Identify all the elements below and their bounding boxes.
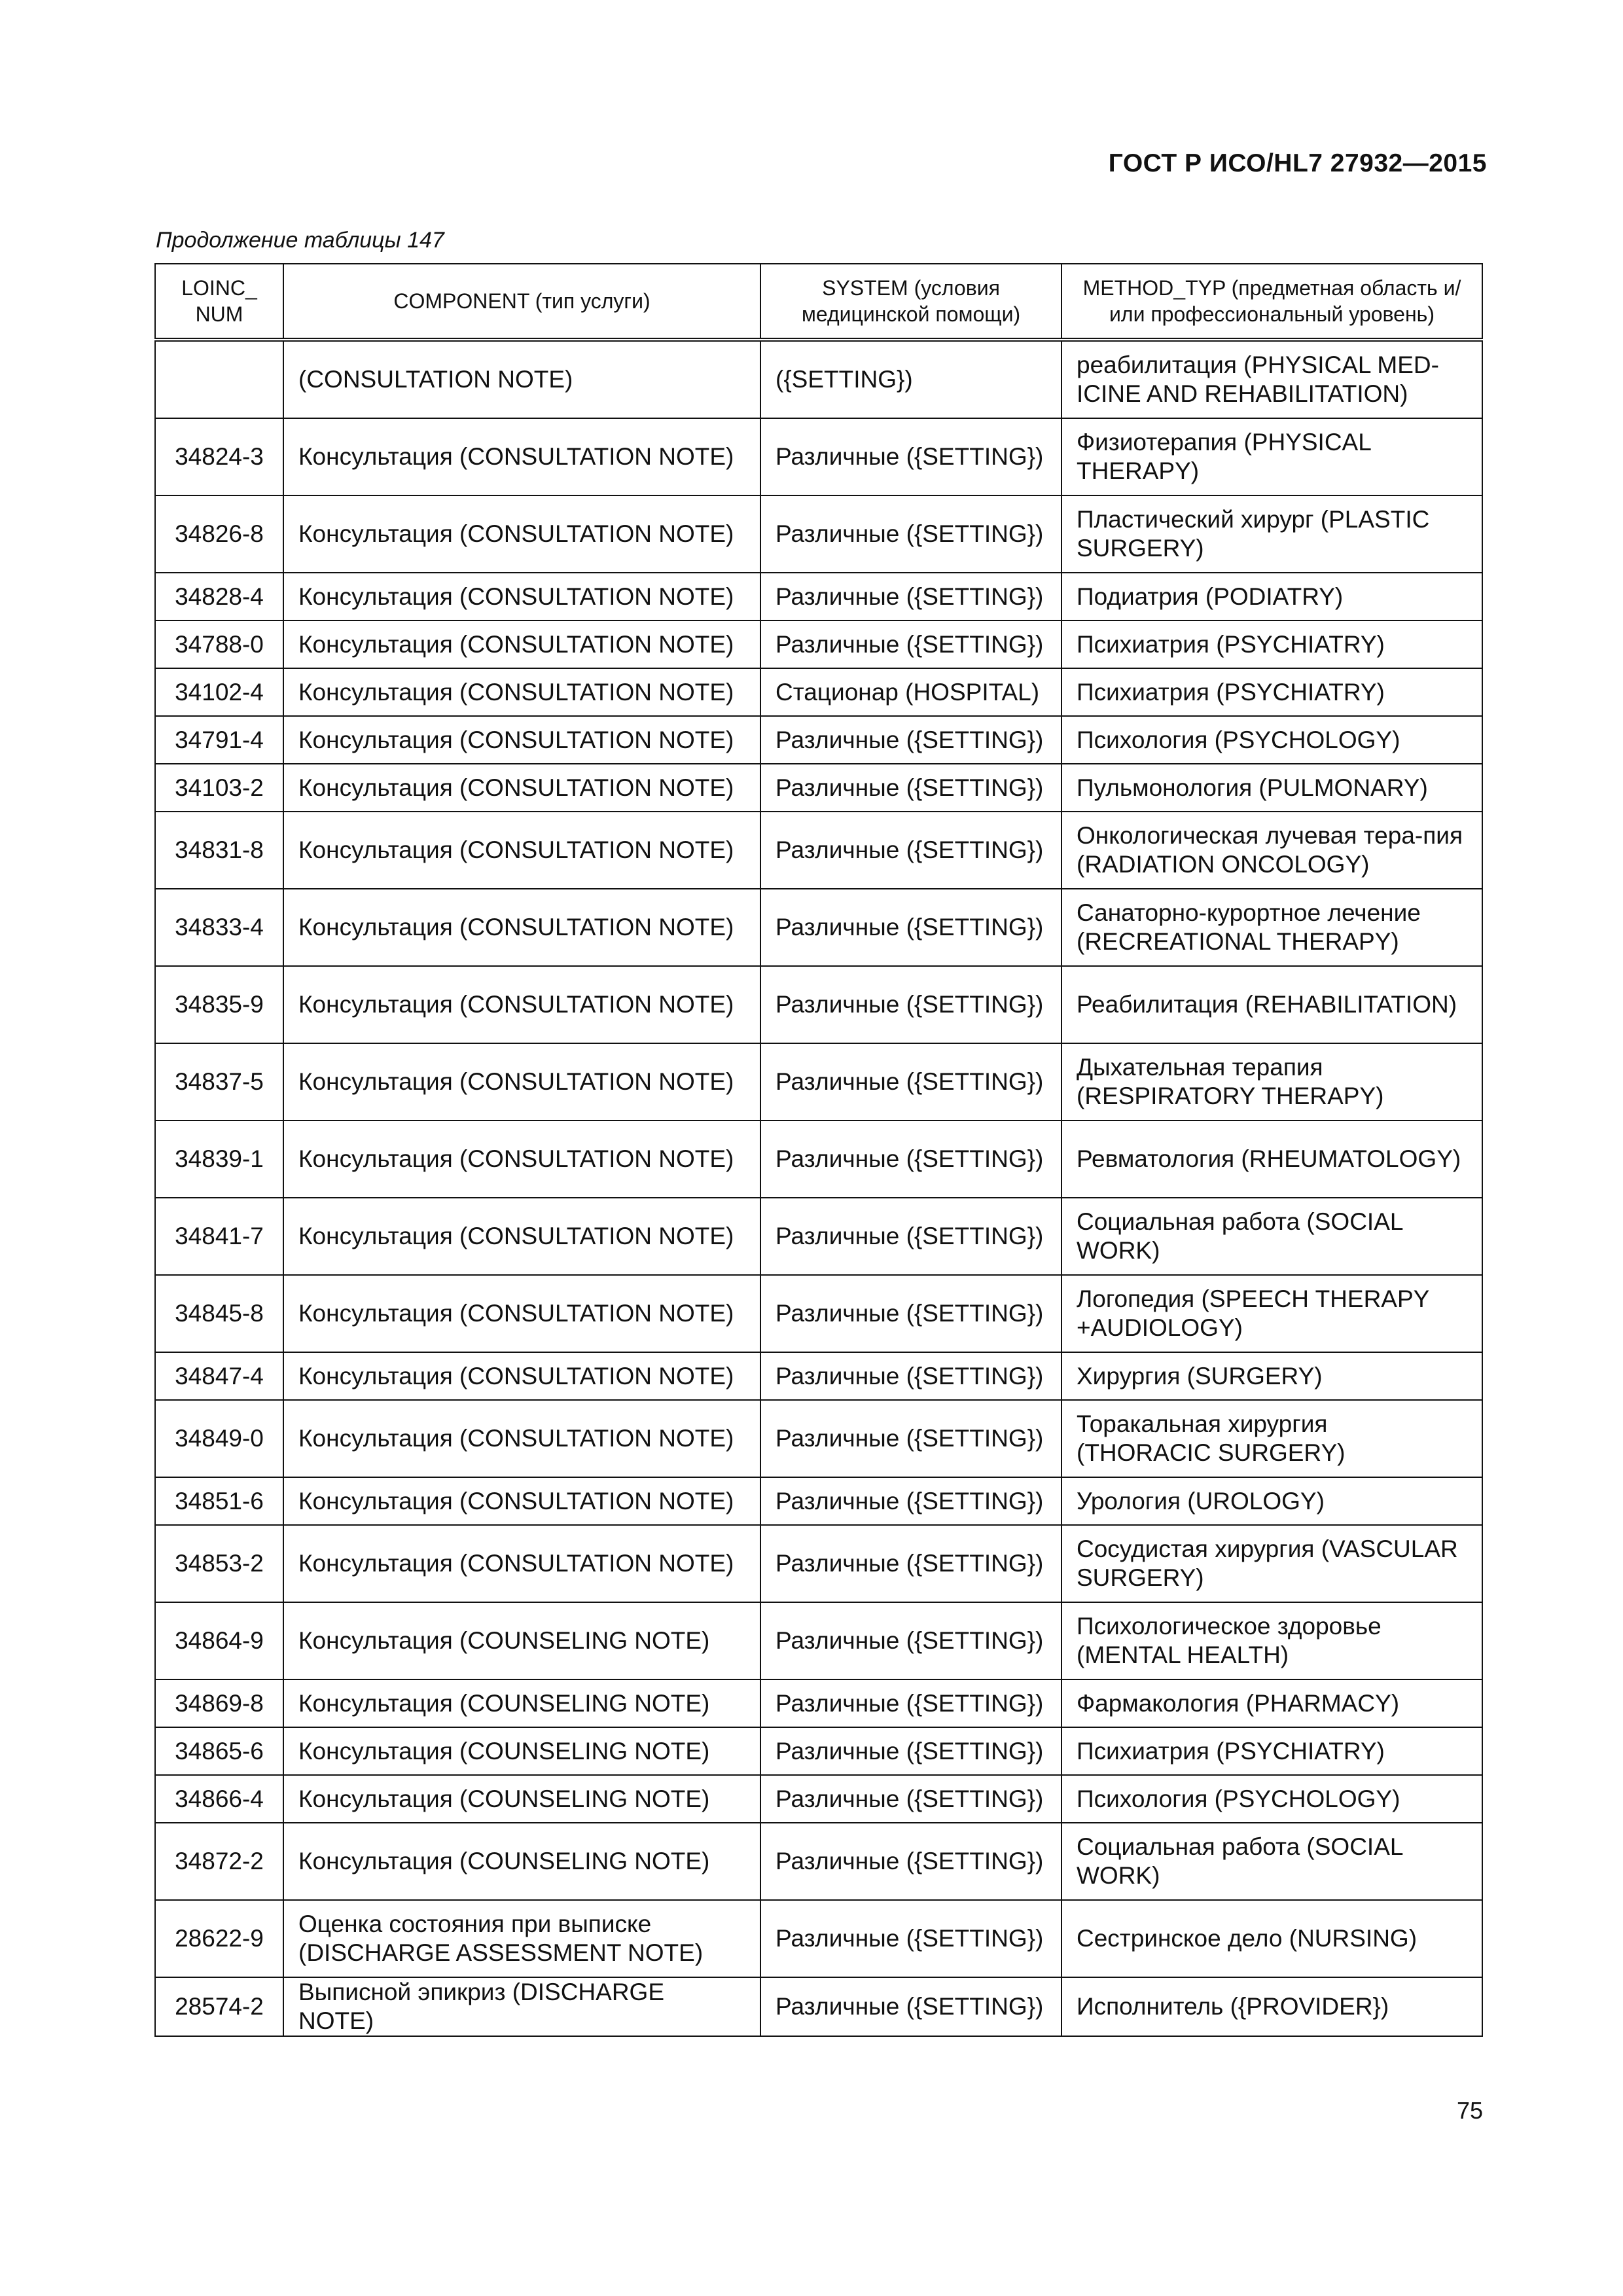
cell-system: Различные ({SETTING}) bbox=[760, 764, 1061, 812]
cell-method-typ: Психиатрия (PSYCHIATRY) bbox=[1061, 668, 1482, 716]
cell-loinc-num: 34828-4 bbox=[155, 573, 283, 620]
table-row bbox=[155, 764, 1482, 812]
cell-method-typ: Дыхательная терапия (RESPIRATORY THERAPY) bbox=[1061, 1043, 1482, 1121]
cell-component: Консультация (COUNSELING NOTE) bbox=[283, 1602, 760, 1679]
cell-system: Различные ({SETTING}) bbox=[760, 889, 1061, 966]
column-header-system: SYSTEM (условия медицинской помощи) bbox=[760, 264, 1061, 340]
cell-loinc-num: 34826-8 bbox=[155, 495, 283, 573]
cell-component: Консультация (CONSULTATION NOTE) bbox=[283, 668, 760, 716]
table-row bbox=[155, 620, 1482, 668]
cell-method-typ: Урология (UROLOGY) bbox=[1061, 1477, 1482, 1525]
table-row bbox=[155, 966, 1482, 1043]
cell-method-typ: Исполнитель ({PROVIDER}) bbox=[1061, 1977, 1482, 2036]
cell-component: Консультация (CONSULTATION NOTE) bbox=[283, 1198, 760, 1275]
cell-loinc-num: 34103-2 bbox=[155, 764, 283, 812]
cell-method-typ: Пульмонология (PULMONARY) bbox=[1061, 764, 1482, 812]
cell-component: Консультация (COUNSELING NOTE) bbox=[283, 1727, 760, 1775]
table-header-row bbox=[155, 264, 1482, 340]
cell-loinc-num: 34833-4 bbox=[155, 889, 283, 966]
cell-method-typ: реабилитация (PHYSICAL MED-ICINE AND REHABILITATION) bbox=[1061, 340, 1482, 418]
cell-system: Различные ({SETTING}) bbox=[760, 1823, 1061, 1900]
cell-loinc-num: 34865-6 bbox=[155, 1727, 283, 1775]
cell-system: Различные ({SETTING}) bbox=[760, 1679, 1061, 1727]
cell-method-typ: Онкологическая лучевая тера-пия (RADIATION ONCOLOGY) bbox=[1061, 812, 1482, 889]
cell-loinc-num: 34837-5 bbox=[155, 1043, 283, 1121]
table-body bbox=[155, 340, 1482, 2036]
column-header-loinc-num: LOINC_ NUM bbox=[155, 264, 283, 340]
cell-loinc-num: 34847-4 bbox=[155, 1352, 283, 1400]
cell-component: Консультация (COUNSELING NOTE) bbox=[283, 1775, 760, 1823]
cell-system: Различные ({SETTING}) bbox=[760, 716, 1061, 764]
table-row bbox=[155, 668, 1482, 716]
table-row bbox=[155, 1121, 1482, 1198]
cell-system: Стационар (HOSPITAL) bbox=[760, 668, 1061, 716]
cell-method-typ: Санаторно-курортное лечение (RECREATIONAL THERAPY) bbox=[1061, 889, 1482, 966]
cell-method-typ: Подиатрия (PODIATRY) bbox=[1061, 573, 1482, 620]
table-continuation-caption: Продолжение таблицы 147 bbox=[156, 228, 444, 253]
cell-loinc-num: 34102-4 bbox=[155, 668, 283, 716]
cell-system: Различные ({SETTING}) bbox=[760, 1727, 1061, 1775]
cell-component: Консультация (CONSULTATION NOTE) bbox=[283, 418, 760, 495]
cell-component: Консультация (CONSULTATION NOTE) bbox=[283, 966, 760, 1043]
table-row bbox=[155, 1775, 1482, 1823]
cell-component: Консультация (COUNSELING NOTE) bbox=[283, 1823, 760, 1900]
table-row bbox=[155, 573, 1482, 620]
table-row bbox=[155, 1352, 1482, 1400]
column-header-component: COMPONENT (тип услуги) bbox=[283, 264, 760, 340]
cell-component: Консультация (CONSULTATION NOTE) bbox=[283, 1043, 760, 1121]
cell-method-typ: Психологическое здоровье (MENTAL HEALTH) bbox=[1061, 1602, 1482, 1679]
cell-loinc-num: 34824-3 bbox=[155, 418, 283, 495]
table-row bbox=[155, 716, 1482, 764]
table-row bbox=[155, 495, 1482, 573]
cell-component: Консультация (CONSULTATION NOTE) bbox=[283, 889, 760, 966]
cell-system: Различные ({SETTING}) bbox=[760, 1400, 1061, 1477]
cell-loinc-num: 34839-1 bbox=[155, 1121, 283, 1198]
cell-component: Консультация (CONSULTATION NOTE) bbox=[283, 1525, 760, 1602]
cell-loinc-num: 34849-0 bbox=[155, 1400, 283, 1477]
cell-method-typ: Фармакология (PHARMACY) bbox=[1061, 1679, 1482, 1727]
table-row bbox=[155, 418, 1482, 495]
cell-method-typ: Социальная работа (SOCIAL WORK) bbox=[1061, 1823, 1482, 1900]
cell-system: Различные ({SETTING}) bbox=[760, 1525, 1061, 1602]
table-row bbox=[155, 1977, 1482, 2036]
cell-component: Консультация (CONSULTATION NOTE) bbox=[283, 495, 760, 573]
cell-component: Консультация (CONSULTATION NOTE) bbox=[283, 716, 760, 764]
cell-loinc-num: 34864-9 bbox=[155, 1602, 283, 1679]
table-row bbox=[155, 1198, 1482, 1275]
cell-method-typ: Социальная работа (SOCIAL WORK) bbox=[1061, 1198, 1482, 1275]
cell-system: Различные ({SETTING}) bbox=[760, 1275, 1061, 1352]
cell-system: Различные ({SETTING}) bbox=[760, 1900, 1061, 1977]
cell-system: Различные ({SETTING}) bbox=[760, 1602, 1061, 1679]
table-row bbox=[155, 1602, 1482, 1679]
cell-system: Различные ({SETTING}) bbox=[760, 812, 1061, 889]
cell-method-typ: Сестринское дело (NURSING) bbox=[1061, 1900, 1482, 1977]
table-row bbox=[155, 889, 1482, 966]
cell-system: Различные ({SETTING}) bbox=[760, 1043, 1061, 1121]
cell-loinc-num: 34845-8 bbox=[155, 1275, 283, 1352]
cell-method-typ: Ревматология (RHEUMATOLOGY) bbox=[1061, 1121, 1482, 1198]
cell-system: Различные ({SETTING}) bbox=[760, 966, 1061, 1043]
cell-loinc-num: 34853-2 bbox=[155, 1525, 283, 1602]
cell-system: Различные ({SETTING}) bbox=[760, 1775, 1061, 1823]
table-row bbox=[155, 1679, 1482, 1727]
table-row bbox=[155, 1900, 1482, 1977]
cell-method-typ: Торакальная хирургия (THORACIC SURGERY) bbox=[1061, 1400, 1482, 1477]
cell-loinc-num bbox=[155, 340, 283, 418]
cell-loinc-num: 28622-9 bbox=[155, 1900, 283, 1977]
cell-component: Консультация (CONSULTATION NOTE) bbox=[283, 764, 760, 812]
table-row bbox=[155, 1043, 1482, 1121]
cell-system: Различные ({SETTING}) bbox=[760, 1977, 1061, 2036]
cell-system: ({SETTING}) bbox=[760, 340, 1061, 418]
loinc-table bbox=[154, 263, 1483, 2037]
cell-method-typ: Психология (PSYCHOLOGY) bbox=[1061, 716, 1482, 764]
column-header-method-typ: METHOD_TYP (предметная область и/или профессиональный уровень) bbox=[1061, 264, 1482, 340]
cell-loinc-num: 34872-2 bbox=[155, 1823, 283, 1900]
cell-method-typ: Психология (PSYCHOLOGY) bbox=[1061, 1775, 1482, 1823]
cell-loinc-num: 34791-4 bbox=[155, 716, 283, 764]
cell-system: Различные ({SETTING}) bbox=[760, 1352, 1061, 1400]
cell-component: Консультация (CONSULTATION NOTE) bbox=[283, 1352, 760, 1400]
cell-loinc-num: 28574-2 bbox=[155, 1977, 283, 2036]
cell-method-typ: Психиатрия (PSYCHIATRY) bbox=[1061, 1727, 1482, 1775]
cell-loinc-num: 34869-8 bbox=[155, 1679, 283, 1727]
cell-system: Различные ({SETTING}) bbox=[760, 620, 1061, 668]
table-row bbox=[155, 1275, 1482, 1352]
cell-loinc-num: 34831-8 bbox=[155, 812, 283, 889]
table-row bbox=[155, 1727, 1482, 1775]
cell-method-typ: Физиотерапия (PHYSICAL THERAPY) bbox=[1061, 418, 1482, 495]
cell-component: Консультация (CONSULTATION NOTE) bbox=[283, 573, 760, 620]
cell-method-typ: Реабилитация (REHABILITATION) bbox=[1061, 966, 1482, 1043]
cell-method-typ: Хирургия (SURGERY) bbox=[1061, 1352, 1482, 1400]
cell-component: (CONSULTATION NOTE) bbox=[283, 340, 760, 418]
cell-system: Различные ({SETTING}) bbox=[760, 1198, 1061, 1275]
table-row bbox=[155, 1400, 1482, 1477]
table-row bbox=[155, 1823, 1482, 1900]
cell-component: Оценка состояния при выписке (DISCHARGE ASSESSMENT NOTE) bbox=[283, 1900, 760, 1977]
document-header: ГОСТ Р ИСО/HL7 27932—2015 bbox=[1108, 149, 1487, 177]
cell-system: Различные ({SETTING}) bbox=[760, 1121, 1061, 1198]
cell-component: Консультация (CONSULTATION NOTE) bbox=[283, 812, 760, 889]
cell-component: Консультация (CONSULTATION NOTE) bbox=[283, 1477, 760, 1525]
cell-component: Выписной эпикриз (DISCHARGE NOTE) bbox=[283, 1977, 760, 2036]
cell-loinc-num: 34788-0 bbox=[155, 620, 283, 668]
table-row bbox=[155, 1525, 1482, 1602]
cell-method-typ: Сосудистая хирургия (VASCULAR SURGERY) bbox=[1061, 1525, 1482, 1602]
cell-component: Консультация (CONSULTATION NOTE) bbox=[283, 1121, 760, 1198]
cell-loinc-num: 34851-6 bbox=[155, 1477, 283, 1525]
cell-system: Различные ({SETTING}) bbox=[760, 573, 1061, 620]
cell-component: Консультация (CONSULTATION NOTE) bbox=[283, 1400, 760, 1477]
cell-component: Консультация (CONSULTATION NOTE) bbox=[283, 1275, 760, 1352]
cell-component: Консультация (COUNSELING NOTE) bbox=[283, 1679, 760, 1727]
table-row bbox=[155, 1477, 1482, 1525]
cell-loinc-num: 34841-7 bbox=[155, 1198, 283, 1275]
table-row bbox=[155, 340, 1482, 418]
cell-system: Различные ({SETTING}) bbox=[760, 495, 1061, 573]
page-number: 75 bbox=[1456, 2097, 1483, 2124]
cell-component: Консультация (CONSULTATION NOTE) bbox=[283, 620, 760, 668]
cell-method-typ: Пластический хирург (PLASTIC SURGERY) bbox=[1061, 495, 1482, 573]
cell-system: Различные ({SETTING}) bbox=[760, 1477, 1061, 1525]
table-row bbox=[155, 812, 1482, 889]
cell-loinc-num: 34835-9 bbox=[155, 966, 283, 1043]
cell-loinc-num: 34866-4 bbox=[155, 1775, 283, 1823]
cell-system: Различные ({SETTING}) bbox=[760, 418, 1061, 495]
cell-method-typ: Логопедия (SPEECH THERAPY +AUDIOLOGY) bbox=[1061, 1275, 1482, 1352]
cell-method-typ: Психиатрия (PSYCHIATRY) bbox=[1061, 620, 1482, 668]
